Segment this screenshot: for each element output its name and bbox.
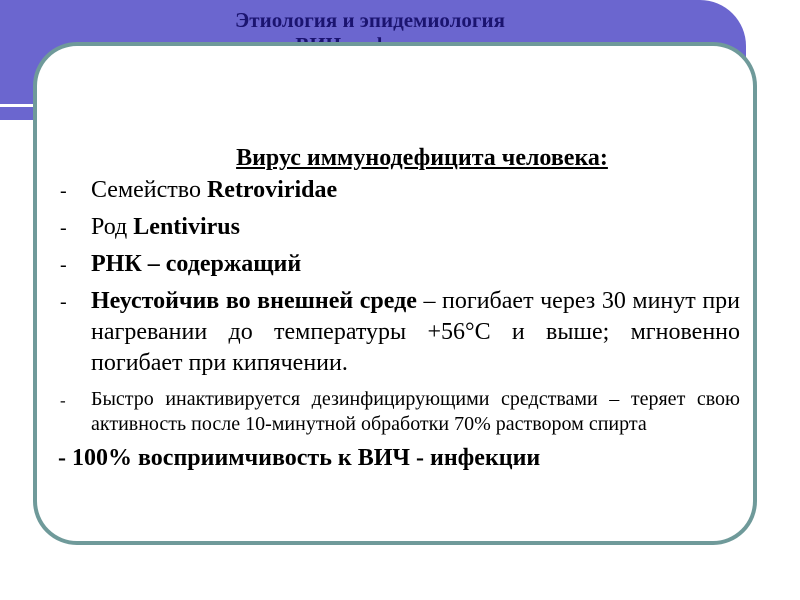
slide-content (60, 143, 740, 474)
list-item-rna (60, 249, 740, 280)
bullet-dash: - (60, 254, 67, 276)
item-value: РНК – содержащий (91, 251, 302, 277)
item-value: Retroviridae (206, 177, 338, 203)
item-label: Род (91, 214, 134, 240)
list-item-family (60, 175, 740, 206)
bullet-dash: - (60, 217, 67, 239)
item-emphasis: Неустойчив во внешней среде (91, 288, 417, 314)
item-value: Lentivirus (133, 214, 240, 240)
list-item-stability (60, 286, 740, 379)
bullet-dash: - (60, 291, 67, 313)
content-heading: Вирус иммунодефицита человека: (236, 145, 608, 171)
item-text: – погибает через 30 минут при нагревании до температуры +56°С и выше; мгновенно погибает при кипячении. (91, 288, 740, 376)
bullet-dash: - (60, 391, 66, 410)
item-text: Быстро инактивируется дезинфицирующими средствами – теряет свою активность после 10-минутной обработки 70% раствором спирта (91, 388, 740, 435)
item-label: Семейство (91, 177, 207, 203)
title-line-1: Этиология и эпидемиология (235, 8, 505, 32)
list-item-disinfection (60, 387, 740, 437)
susceptibility-line: - 100% восприимчивость к ВИЧ - инфекции (58, 445, 541, 471)
bullet-dash: - (60, 180, 67, 202)
list-item-genus (60, 212, 740, 243)
